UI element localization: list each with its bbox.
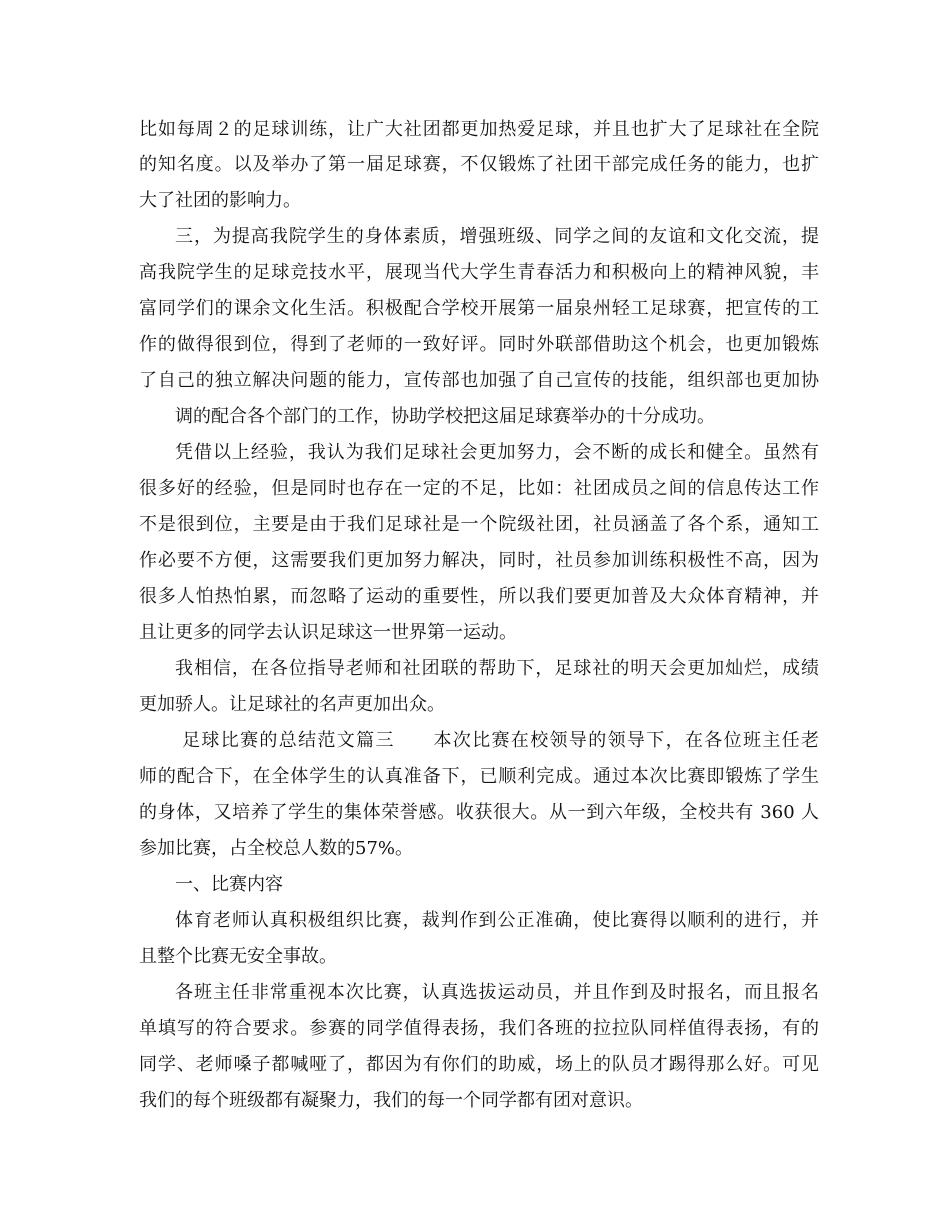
text-line: 各班主任非常重视本次比赛，认真选拔运动员，并且作到及时报名，而且报名 (175, 982, 819, 1003)
text-line: 且让更多的同学去认识足球这一世界第一运动。 (139, 622, 517, 643)
text-line: 很多人怕热怕累，而忽略了运动的重要性，所以我们要更加普及大众体育精神，并 (139, 586, 819, 607)
text-line: 调的配合各个部门的工作，协助学校把这届足球赛举办的十分成功。 (175, 406, 715, 427)
text-line: 参加比赛，占全校总人数的57%。 (139, 838, 414, 859)
text-line: 富同学们的课余文化生活。积极配合学校开展第一届泉州轻工足球赛，把宣传的工 (139, 298, 819, 319)
section-heading: 一、比赛内容 (175, 874, 283, 895)
text-line: 凭借以上经验，我认为我们足球社会更加努力，会不断的成长和健全。虽然有 (175, 442, 819, 463)
text-line: 我们的每个班级都有凝聚力，我们的每一个同学都有团对意识。 (139, 1090, 643, 1111)
text-line: 很多好的经验，但是同时也存在一定的不足，比如：社团成员之间的信息传达工作 (139, 478, 819, 499)
text-line: 了自己的独立解决问题的能力，宣传部也加强了自己宣传的技能，组织部也更加协 (139, 370, 819, 391)
text-line: 大了社团的影响力。 (139, 190, 301, 211)
text-line: 比如每周２的足球训练，让广大社团都更加热爱足球，并且也扩大了足球社在全院 (139, 119, 819, 140)
text-line: 高我院学生的足球竞技水平，展现当代大学生青春活力和积极向上的精神风貌，丰 (139, 262, 819, 283)
text-line: 三，为提高我院学生的身体素质，增强班级、同学之间的友谊和文化交流，提 (175, 226, 819, 247)
text-line: 的身体，又培养了学生的集体荣誉感。收获很大。从一到六年级，全校共有 360 人 (139, 802, 819, 823)
text-line: 更加骄人。让足球社的名声更加出众。 (139, 694, 445, 715)
text-line: 体育老师认真积极组织比赛，裁判作到公正准确，使比赛得以顺利的进行，并 (175, 910, 819, 931)
text-line: 不是很到位，主要是由于我们足球社是一个院级社团，社员涵盖了各个系，通知工 (139, 514, 819, 535)
text-line: 的知名度。以及举办了第一届足球赛，不仅锻炼了社团干部完成任务的能力，也扩 (139, 154, 819, 175)
text-line: 且整个比赛无安全事故。 (139, 946, 337, 967)
text-line: 师的配合下，在全体学生的认真准备下，已顺利完成。通过本次比赛即锻炼了学生 (139, 766, 819, 787)
text-line: 单填写的符合要求。参赛的同学值得表扬，我们各班的拉拉队同样值得表扬，有的 (139, 1018, 819, 1039)
text-line: 足球比赛的总结范文篇三 本次比赛在校领导的领导下，在各位班主任老 (175, 730, 819, 751)
text-line: 作必要不方便，这需要我们更加努力解决，同时，社员参加训练积极性不高，因为 (139, 550, 819, 571)
text-line: 我相信，在各位指导老师和社团联的帮助下，足球社的明天会更加灿烂，成绩 (175, 658, 819, 679)
text-line: 作的做得很到位，得到了老师的一致好评。同时外联部借助这个机会，也更加锻炼 (139, 334, 819, 355)
text-line: 同学、老师嗓子都喊哑了，都因为有你们的助威，场上的队员才踢得那么好。可见 (139, 1054, 819, 1075)
